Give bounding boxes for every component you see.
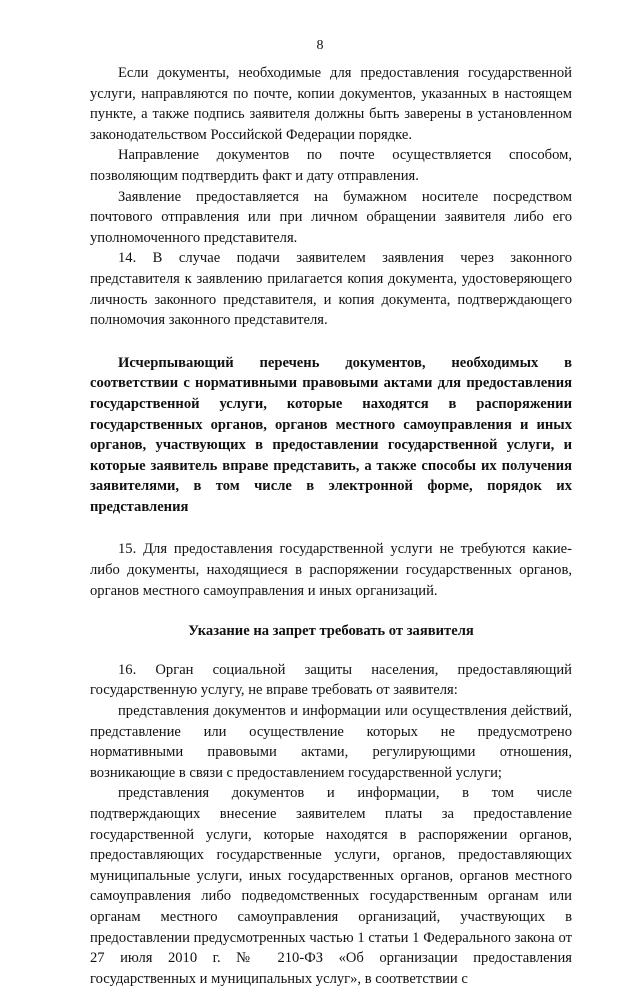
paragraph-16-prohibition: 16. Орган социальной защиты населения, предоставляющий государственную услугу, не вправе требовать от заявителя:: [90, 661, 572, 699]
paragraph-paper-application: Заявление предоставляется на бумажном носителе посредством почтового отправления или при личном обращении заявителя либо его уполномоченного представителя.: [90, 188, 572, 246]
paragraph-postal-method: Направление документов по почте осуществляется способом, позволяющим подтвердить факт и дату отправления.: [90, 147, 572, 184]
paragraph-15-no-documents-required: 15. Для предоставления государственной услуги не требуются какие-либо документы, находящиеся в распоряжении государственных органов, органов местного самоуправления и иных организаций.: [90, 541, 572, 599]
paragraph-unregulated-documents: представления документов и информации или осуществления действий, представление или осуществление которых не предусмотрено нормативными правовыми актами, регулирующими отношения, возникающие в связи с предоставлением государственной услуги;: [90, 703, 572, 781]
paragraph-documents-in-possession: представления документов и информации, в том числе подтверждающих внесение заявителем платы за предоставление государственной услуги, которые находятся в распоряжении органов, предоставляющих государственные услуги, органов, предоставляющих муниципальные услуги, иных государственных органов, органов местного самоуправления либо подведомственных государственным органам или органам местного самоуправления организаций, участвующих в предоставлении предусмотренных частью 1 статьи 1 Федерального закона от 27 июля 2010 г. № 210-ФЗ «Об организации предоставления государственных и муниципальных услуг», в соответствии с: [90, 785, 572, 987]
document-body: [90, 63, 572, 989]
page-number: 8: [316, 38, 324, 53]
paragraph-postal-copies: Если документы, необходимые для предоставления государственной услуги, направляются по почте, копии документов, указанных в настоящем пункте, а также подпись заявителя должны быть заверены в установленном законодательством Российской Федерации порядке.: [90, 65, 572, 143]
section-heading-prohibition: Указание на запрет требовать от заявителя: [188, 623, 474, 640]
paragraph-14-legal-representative: 14. В случае подачи заявителем заявления через законного представителя к заявлению прилагается копия документа, удостоверяющего личность законного представителя, и копия документа, подтверждающего полномочия законного представителя.: [90, 250, 572, 329]
section-heading-documents-list: Исчерпывающий перечень документов, необходимых в соответствии с нормативными правовыми актами для предоставления государственной услуги, которые находятся в распоряжении государственных органов, органов местного самоуправления и иных органов, участвующих в предоставлении государственной услуги, и которые заявитель вправе представить, а также способы их получения заявителями, в том числе в электронной форме, порядок их представления: [90, 354, 572, 515]
